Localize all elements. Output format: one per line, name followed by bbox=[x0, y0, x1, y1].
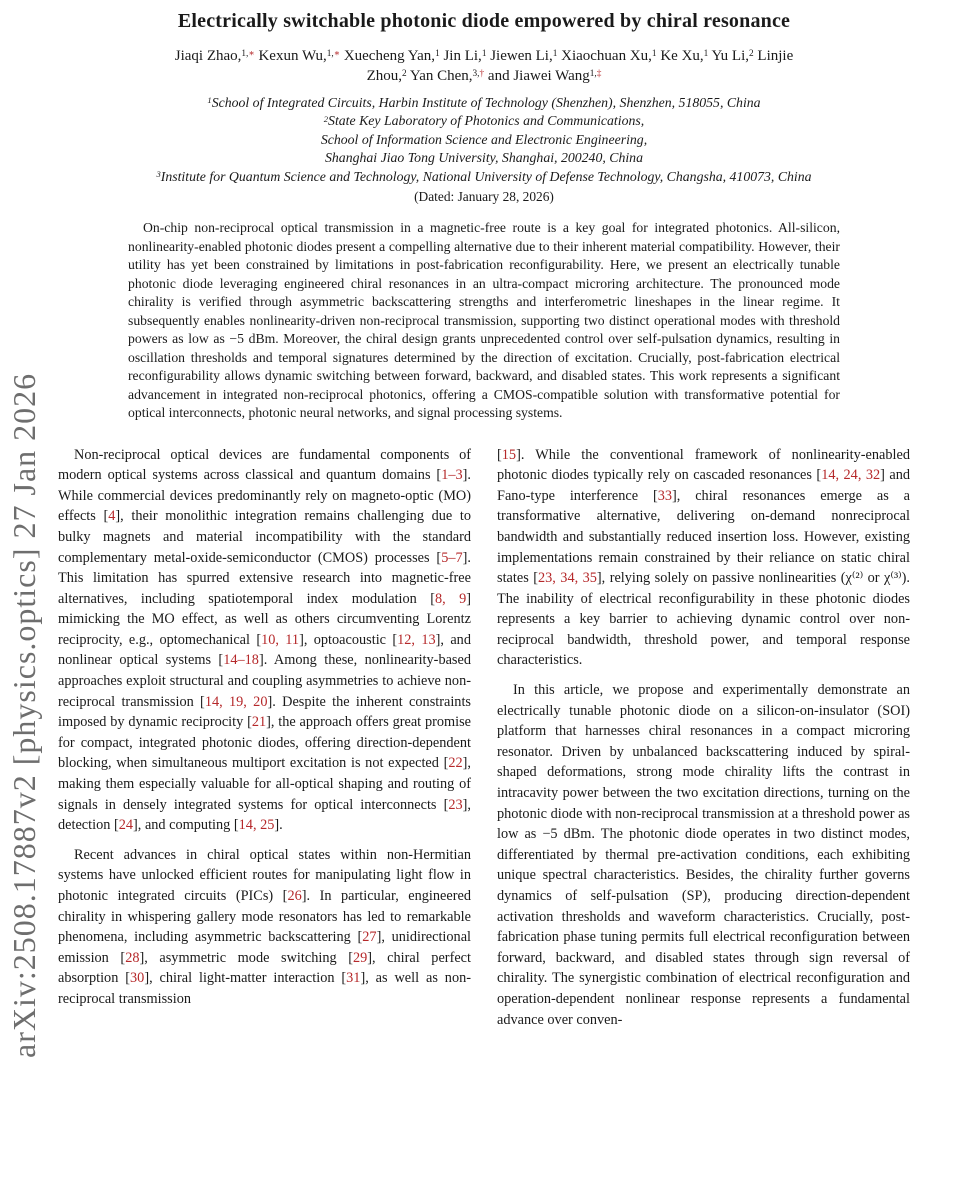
author-name: Yan Chen,$^{3,\dagger}$ bbox=[406, 68, 485, 84]
affiliation-line: $^3$Institute for Quantum Science and Technology, National University of Defense Technology, Changsha, 410073, China bbox=[156, 168, 812, 184]
citation-link[interactable]: 14, 25 bbox=[238, 817, 275, 834]
affiliation-line: School of Information Science and Electronic Engineering, bbox=[320, 131, 648, 147]
date-line: (Dated: January 28, 2026) bbox=[414, 189, 554, 205]
author-name: Yu Li,$^2$ bbox=[708, 48, 754, 64]
body-columns bbox=[58, 445, 910, 1031]
citation-link[interactable]: 21 bbox=[251, 714, 267, 731]
author-name: Linjie Zhou,$^2$ bbox=[366, 48, 794, 84]
author-list bbox=[154, 46, 814, 86]
body-paragraph: Recent advances in chiral optical states within non-Hermitian systems have unlocked efficient routes for manipulating light flow in photonic integrated circuits (PICs) [26]. In particular, engineered chirality in whispering gallery mode resonators has led to remarkable phenomena, including asymmetric backscattering [27], unidirectional emission [28], asymmetric mode switching [29], chiral perfect absorption [30], chiral light-matter interaction [31], as well as non-reciprocal transmission bbox=[58, 846, 472, 1007]
citation-link[interactable]: 5–7 bbox=[441, 549, 463, 566]
citation-link[interactable]: 33 bbox=[657, 487, 673, 504]
citation-link[interactable]: 15 bbox=[501, 446, 517, 463]
citation-link[interactable]: 12, 13 bbox=[397, 631, 436, 648]
affiliation-line: Shanghai Jiao Tong University, Shanghai, 200240, China bbox=[325, 150, 643, 166]
author-name: Xiaochuan Xu,$^1$ bbox=[557, 48, 657, 64]
left-column bbox=[58, 445, 471, 1031]
citation-link[interactable]: 4 bbox=[108, 508, 116, 525]
citation-link[interactable]: 28 bbox=[125, 949, 140, 966]
right-column bbox=[497, 445, 910, 1031]
author-name: Jiaqi Zhao,$^{1,∗}$ bbox=[174, 48, 255, 64]
author-name: Xuecheng Yan,$^1$ bbox=[340, 48, 440, 64]
affiliation-list bbox=[58, 94, 910, 186]
body-paragraph: In this article, we propose and experimentally demonstrate an electrically tunable photonic diode on a silicon-on-insulator (SOI) platform that harnesses chiral resonances in a compact microring resonator. Driven by unbalanced backscattering induced by spiral-shaped deformations, strong mode chirality lifts the contrast in intracavity power between the two excitation directions, turning on the photonic diode with non-reciprocal transmission at a threshold power as low as −5 dBm. The photonic diode operates in two distinct modes, differentiated by thermal pre-activation conditions, each exhibiting unique spectral characteristics. Besides, the chirality further governs dynamics of self-pulsation (SP), producing direction-dependent activation thresholds and waveform characteristics. Crucially, post-fabrication phase tuning permits full electrical reconfiguration between forward, backward, and disabled states through sign reversal of chirality. The synergistic combination of electrical reconfiguration and operation-dependent nonlinear response represents a fundamental advance over conven- bbox=[497, 682, 910, 1028]
citation-link[interactable]: 10, 11 bbox=[261, 631, 300, 648]
arxiv-watermark: arXiv:2508.17887v2 [physics.optics] 27 Jan 2026 bbox=[6, 372, 42, 1058]
citation-link[interactable]: 31 bbox=[346, 970, 361, 987]
citation-link[interactable]: 14–18 bbox=[223, 652, 259, 669]
citation-link[interactable]: 26 bbox=[287, 888, 302, 904]
author-name: Kexun Wu,$^{1,∗}$ bbox=[254, 48, 341, 64]
citation-link[interactable]: 8, 9 bbox=[434, 590, 467, 607]
affiliation-line: $^2$State Key Laboratory of Photonics and Communications, bbox=[323, 113, 645, 129]
citation-link[interactable]: 14, 24, 32 bbox=[821, 467, 881, 484]
citation-link[interactable]: 14, 19, 20 bbox=[204, 693, 268, 710]
footnote-mark-link[interactable]: † bbox=[479, 68, 485, 79]
citation-link[interactable]: 30 bbox=[130, 970, 145, 987]
affiliation-line: $^1$School of Integrated Circuits, Harbin Institute of Technology (Shenzhen), Shenzhen, 518055, China bbox=[207, 95, 761, 110]
abstract-text: On-chip non-reciprocal optical transmission in a magnetic-free route is a key goal for integrated photonics. All-silicon, nonlinearity-enabled photonic diodes present a compelling alternative due to their inherent material compatibility. However, their utility has yet been constrained by limitations in post-fabrication reconfigurability. Here, we present an electrically tunable photonic diode leveraging engineered chiral resonances in an ultra-compact microring architecture. The pronounced mode chirality is verified through asymmetric backscattering strengths and interferometric lineshapes in the linear regime. It subsequently enables nonlinearity-driven non-reciprocal transmission, supporting two distinct operational modes with threshold powers as low as −5 dBm. Moreover, the chiral design grants unprecedented control over self-pulsation dynamics, resulting in oscillation thresholds and temporal signatures determined by the direction of excitation. Crucially, post-fabrication electrical reconfigurability allows dynamic switching between forward, backward, and disabled states. This work represents a significant advancement in integrated non-reciprocal photonics, offering a CMOS-compatible solution with transformative potential for optical interconnects, photonic neural networks, and signal processing systems. bbox=[128, 220, 840, 421]
footnote-mark-link[interactable]: ‡ bbox=[596, 68, 602, 79]
footnote-mark-link[interactable]: ∗ bbox=[333, 48, 341, 59]
citation-link[interactable]: 23, 34, 35 bbox=[537, 570, 597, 587]
body-paragraph: Non-reciprocal optical devices are fundamental components of modern optical systems across classical and quantum domains [1–3]. While commercial devices predominantly rely on magneto-optic (MO) effects [4], their monolithic integration remains challenging due to bulky magnets and material incompatibility with the standard complementary metal-oxide-semiconductor (CMOS) processes [5–7]. This limitation has spurred extensive research into magnetic-free alternatives, including spatiotemporal index modulation [8, 9] mimicking the MO effect, as well as others circumventing Lorentz reciprocity, e.g., optomechanical [10, 11], optoacoustic [12, 13], and nonlinear optical systems [14–18]. Among these, nonlinearity-based approaches exploit structural and coupling asymmetries to achieve non-reciprocal transmission [14, 19, 20]. Despite the inherent constraints imposed by dynamic reciprocity [21], the approach offers great promise for compact, integrated photonic diodes, offering direction-dependent blocking, when simultaneous multiport excitation is not expected [22], making them especially valuable for all-optical shaping and routing of signals in densely integrated systems for optical interconnects [23], detection [24], and computing [14, 25]. bbox=[58, 446, 472, 834]
paper-title: Electrically switchable photonic diode empowered by chiral resonance bbox=[177, 10, 791, 32]
citation-link[interactable]: 27 bbox=[362, 929, 377, 946]
citation-link[interactable]: 23 bbox=[448, 796, 463, 813]
author-name: Jiewen Li,$^1$ bbox=[486, 48, 558, 64]
citation-link[interactable]: 24 bbox=[118, 817, 134, 834]
author-name: Jin Li,$^1$ bbox=[439, 48, 487, 64]
author-name: Ke Xu,$^1$ bbox=[656, 48, 709, 64]
footnote-mark-link[interactable]: ∗ bbox=[248, 48, 255, 59]
citation-link[interactable]: 22 bbox=[448, 755, 463, 772]
paper-content bbox=[58, 0, 910, 1030]
citation-link[interactable]: 1–3 bbox=[441, 467, 463, 484]
body-paragraph: [15]. While the conventional framework of nonlinearity-enabled photonic diodes typically rely on cascaded resonances [14, 24, 32] and Fano-type interference [33], chiral resonances emerge as a transformative alternative, delivering on-demand nonreciprocal bandwidth and substantially reduced insertion loss. However, existing implementations remain constrained by their reliance on static chiral states [23, 34, 35], relying solely on passive nonlinearities (χ⁽²⁾ or χ⁽³⁾). The inability of electrical reconfigurability in these photonic diodes represents a key barrier to achieving dynamic control over non-reciprocal bandwidth, threshold power, and temporal response characteristics. bbox=[497, 446, 911, 669]
author-name: and Jiawei Wang$^{1,\ddagger}$ bbox=[484, 68, 602, 84]
citation-link[interactable]: 29 bbox=[352, 949, 368, 966]
